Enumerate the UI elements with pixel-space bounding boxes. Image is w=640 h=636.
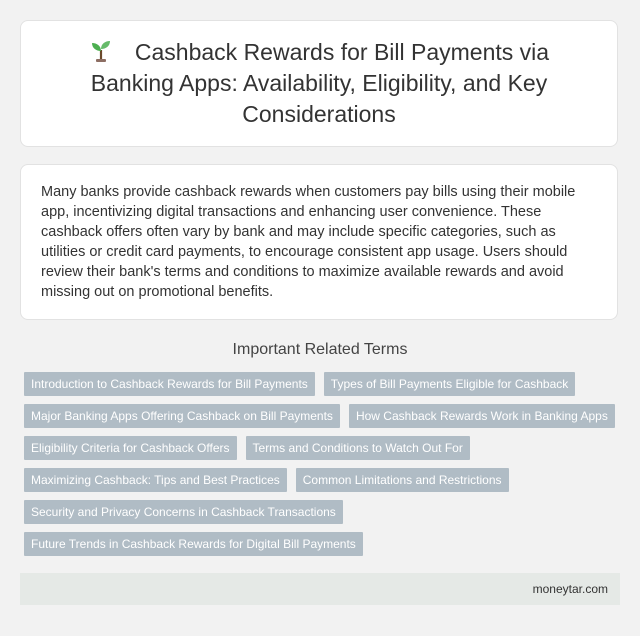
related-term-tag[interactable]: Types of Bill Payments Eligible for Cashback xyxy=(324,372,575,396)
intro-card xyxy=(20,164,618,320)
related-terms-heading: Important Related Terms xyxy=(232,341,408,358)
related-term-tag[interactable]: Introduction to Cashback Rewards for Bill Payments xyxy=(24,372,315,396)
footer xyxy=(20,573,620,605)
related-term-tag[interactable]: Future Trends in Cashback Rewards for Digital Bill Payments xyxy=(24,532,363,556)
related-term-tag[interactable]: Terms and Conditions to Watch Out For xyxy=(246,436,470,460)
related-terms-list xyxy=(24,372,624,564)
related-term-tag[interactable]: Major Banking Apps Offering Cashback on Bill Payments xyxy=(24,404,340,428)
page-title xyxy=(21,37,617,130)
footer-site-link[interactable]: moneytar.com xyxy=(532,582,608,596)
related-term-tag[interactable]: Security and Privacy Concerns in Cashback Transactions xyxy=(24,500,343,524)
title-card xyxy=(20,20,618,147)
related-term-tag[interactable]: Maximizing Cashback: Tips and Best Practices xyxy=(24,468,287,492)
page-title-text: Cashback Rewards for Bill Payments via Banking Apps: Availability, Eligibility, and Key Considerations xyxy=(90,39,550,127)
related-term-tag[interactable]: How Cashback Rewards Work in Banking Apps xyxy=(349,404,615,428)
sprout-icon xyxy=(89,39,113,63)
related-term-tag[interactable]: Common Limitations and Restrictions xyxy=(296,468,509,492)
intro-text: Many banks provide cashback rewards when customers pay bills using their mobile app, incentivizing digital transactions and enhancing user convenience. These cashback offers often vary by bank and may include specific categories, such as utilities or credit card payments, to encourage consistent app usage. Users should review their bank's terms and conditions to maximize available rewards and avoid missing out on promotional benefits. xyxy=(41,184,576,300)
related-term-tag[interactable]: Eligibility Criteria for Cashback Offers xyxy=(24,436,237,460)
